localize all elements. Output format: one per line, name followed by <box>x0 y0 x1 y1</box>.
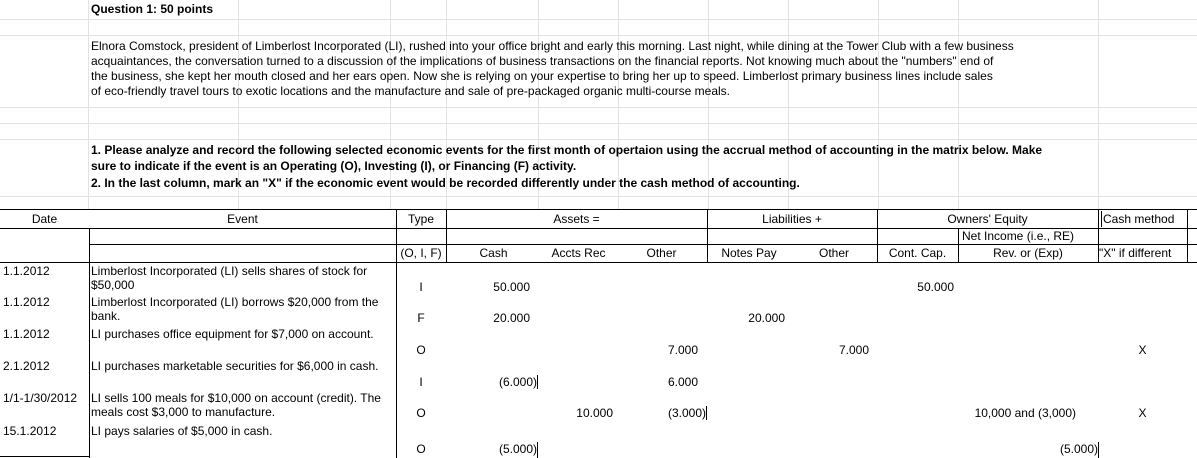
header-date: Date <box>31 212 58 226</box>
cell-cont-cap: 50.000 <box>917 280 954 294</box>
intro-line: acquaintances, the conversation turned to a discussion of the implications of business transactions on the financial reports. Not knowing much about the "numbers" end of <box>91 54 994 68</box>
cell-event: LI pays salaries of $5,000 in cash. <box>91 424 273 438</box>
header-liabilities: Liabilities + <box>762 212 822 226</box>
instruction-line: 2. In the last column, mark an "X" if the economic event would be recorded differently under the cash method of accounting. <box>91 176 800 190</box>
header-cash-method: Cash method <box>1103 212 1175 226</box>
cell-cash: (5.000) <box>498 442 537 456</box>
table-border <box>89 244 1197 245</box>
cell-cash: 20.000 <box>493 311 530 325</box>
cell-date: 15.1.2012 <box>3 424 57 438</box>
cell-rev-exp: 10,000 and (3,000) <box>974 406 1076 420</box>
instruction-line: 1. Please analyze and record the following selected economic events for the first month of opertaion using the accrual method of accounting in the matrix below. Make <box>91 143 1043 157</box>
gridline <box>958 0 959 210</box>
gridline <box>88 0 89 210</box>
gridline <box>0 196 1197 197</box>
cell-type: I <box>419 375 423 389</box>
cell-cash: (6.000) <box>498 375 537 389</box>
cell-date: 1.1.2012 <box>3 264 50 278</box>
subheader-accts-rec: Accts Rec <box>551 246 606 260</box>
cell-event: LI purchases office equipment for $7,000 on account. <box>91 327 374 341</box>
intro-line: of eco-friendly travel tours to exotic locations and the manufacture and sale of pre-packaged organic multi-course meals. <box>91 84 730 98</box>
cell-type: O <box>416 406 426 420</box>
cell-date: 1.1.2012 <box>3 327 50 341</box>
header-event: Event <box>227 212 258 226</box>
gridline <box>0 107 1197 108</box>
cell-type: F <box>417 311 425 325</box>
cell-cash-method: X <box>1138 343 1147 357</box>
gridline <box>1098 0 1099 210</box>
cell-type: O <box>416 343 426 357</box>
cell-notes-pay: 20.000 <box>748 311 785 325</box>
gridline <box>0 35 1197 36</box>
instruction-line: sure to indicate if the event is an Operating (O), Investing (I), or Financing (F) activity. <box>91 159 577 173</box>
cell-date: 1.1.2012 <box>3 295 50 309</box>
table-border <box>1187 209 1188 262</box>
table-border <box>0 456 89 457</box>
table-border <box>89 228 90 458</box>
cell-event: Limberlost Incorporated (LI) sells shares of stock for $50,000 <box>91 264 368 293</box>
subheader-notes-pay: Notes Pay <box>721 246 777 260</box>
gridline <box>0 139 1197 140</box>
subheader-cont-cap: Cont. Cap. <box>888 246 947 260</box>
cell-date: 1/1-1/30/2012 <box>3 391 78 405</box>
cell-other-assets: 7.000 <box>667 343 698 357</box>
header-owners-equity: Owners' Equity <box>947 212 1028 226</box>
question-title: Question 1: 50 points <box>91 2 214 16</box>
cell-other-liab: 7.000 <box>838 343 869 357</box>
table-border <box>0 262 1197 263</box>
subheader-cash: Cash <box>479 246 508 260</box>
cell-other-assets: (3.000) <box>667 406 706 420</box>
cell-other-assets: 6.000 <box>667 375 698 389</box>
table-border <box>1098 442 1099 458</box>
table-border <box>706 406 707 420</box>
header-net-income: Net Income (i.e., RE) <box>962 229 1075 243</box>
header-type: Type <box>407 212 434 226</box>
table-border <box>537 375 538 389</box>
cell-event: LI purchases marketable securities for $6,000 in cash. <box>91 359 379 373</box>
cell-accts-rec: 10.000 <box>576 406 613 420</box>
intro-line: the business, she kept her mouth closed and her ears open. Now she is relying on your expertise to bring her up to speed. Limberlost primary business lines include sales <box>91 69 993 83</box>
cell-event: LI sells 100 meals for $10,000 on account (credit). The meals cost $3,000 to manufacture. <box>91 391 381 420</box>
gridline <box>0 19 1197 20</box>
subheader-type: (O, I, F) <box>400 246 442 260</box>
cell-type: I <box>419 280 423 294</box>
subheader-rev-exp: Rev. or (Exp) <box>993 246 1063 260</box>
cell-rev-exp: (5.000) <box>1059 442 1098 456</box>
subheader-other-assets: Other <box>646 246 677 260</box>
cell-type: O <box>416 442 426 456</box>
intro-line: Elnora Comstock, president of Limberlost Incorporated (LI), rushed into your office bright and early this morning. Last night, while dining at the Tower Club with a few business <box>91 39 1014 53</box>
gridline <box>0 123 1197 124</box>
subheader-x-if-different: "X" if different <box>1099 246 1172 260</box>
table-top-border <box>0 209 1197 210</box>
gridline <box>878 0 879 210</box>
table-border <box>1101 211 1102 227</box>
cell-cash: 50.000 <box>493 280 530 294</box>
cell-date: 2.1.2012 <box>3 359 50 373</box>
table-border <box>537 442 538 458</box>
cell-event: Limberlost Incorporated (LI) borrows $20,000 from the bank. <box>91 295 379 324</box>
cell-cash-method: X <box>1138 406 1147 420</box>
subheader-other-liab: Other <box>818 246 849 260</box>
header-assets: Assets = <box>553 212 600 226</box>
